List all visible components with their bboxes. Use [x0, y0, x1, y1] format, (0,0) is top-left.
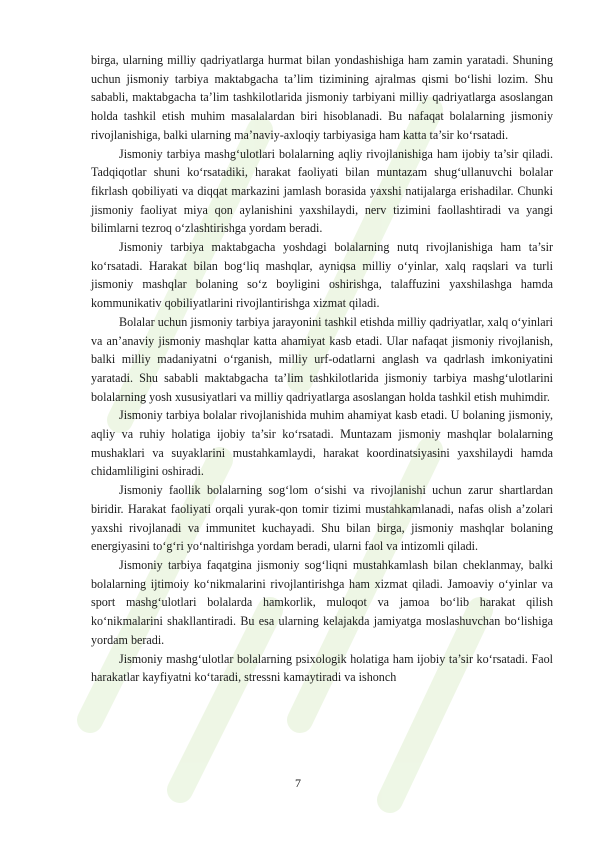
page-number: 7: [295, 776, 301, 790]
body-text: [91, 51, 553, 687]
paragraph: Jismoniy tarbiya mashg‘ulotlari bolalarning aqliy rivojlanishiga ham ijobiy ta’sir qiladi. Tadqiqotlar shuni ko‘rsatadiki, harakat faoliyati bilan muntazam shug‘ullanuvchi bolalar fikrlash qobiliyati va diqqat markazini jamlash borasida yaxshi natijalarga erishadilar. Chunki jismoniy faoliyat miya qon aylanishini yaxshilaydi, nerv tizimini faollashtiradi va yangi bilimlarni tezroq o‘zlashtirishga yordam beradi.: [91, 146, 553, 236]
paragraph: Jismoniy mashg‘ulotlar bolalarning psixologik holatiga ham ijobiy ta’sir ko‘rsatadi. Faol harakatlar kayfiyatni ko‘taradi, stressni kamaytiradi va ishonch: [91, 651, 553, 685]
paragraph: Jismoniy tarbiya bolalar rivojlanishida muhim ahamiyat kasb etadi. U bolaning jismoniy, aqliy va ruhiy holatiga ijobiy ta’sir ko‘rsatadi. Muntazam jismoniy mashqlar bolalarning mushaklari va suyaklarini mustahkamlaydi, harakat koordinatsiyasini yaxshilaydi hamda chidamliligini oshiradi.: [91, 408, 553, 479]
paragraph: Jismoniy tarbiya maktabgacha yoshdagi bolalarning nutq rivojlanishiga ham ta’sir ko‘rsatadi. Harakat bilan bog‘liq mashqlar, ayniqsa milliy o‘yinlar, xalq raqslari va turli jismoniy mashqlar bolaning so‘z boyligini oshirishga, talaffuzini yaxshilashga hamda kommunikativ qobiliyatlarini rivojlantirishga xizmat qiladi.: [91, 240, 553, 311]
paragraph: Jismoniy faollik bolalarning sog‘lom o‘sishi va rivojlanishi uchun zarur shartlardan biridir. Harakat faoliyati orqali yurak-qon tomir tizimi mustahkamlanadi, nafas olish a’zolari yaxshi rivojlanadi va immunitet kuchayadi. Shu bilan birga, jismoniy mashqlar bolaning energiyasini to‘g‘ri yo‘naltirishga yordam beradi, ularni faol va intizomli qiladi.: [91, 483, 553, 554]
paragraph: Jismoniy tarbiya faqatgina jismoniy sog‘liqni mustahkamlash bilan cheklanmay, balki bolalarning ijtimoiy ko‘nikmalarini rivojlantirishga ham xizmat qiladi. Jamoaviy o‘yinlar va sport mashg‘ulotlari bolalarda hamkorlik, muloqot va jamoa bo‘lib harakat qilish ko‘nikmalarini shakllantiradi. Bu esa ularning kelajakda jamiyatga moslashuvchan bo‘lishiga yordam beradi.: [91, 557, 553, 647]
paragraph: Bolalar uchun jismoniy tarbiya jarayonini tashkil etishda milliy qadriyatlar, xalq o‘yinlari va an’anaviy jismoniy mashqlar katta ahamiyat kasb etadi. Ular nafaqat jismoniy rivojlanish, balki milliy madaniyatni o‘rganish, milliy urf-odatlarni anglash va qadrlash imkoniyatini yaratadi. Shu sababli maktabgacha ta’lim tashkilotlarida jismoniy tarbiya mashg‘ulotlarini bolalarning yosh xususiyatlari va milliy qadriyatlarga asoslangan holda tashkil etish muhimdir.: [91, 314, 553, 404]
paragraph: birga, ularning milliy qadriyatlarga hurmat bilan yondashishiga ham zamin yaratadi. Shuning uchun jismoniy tarbiya maktabgacha ta’lim tizimining ajralmas qismi bo‘lishi lozim. Shu sababli, maktabgacha ta’lim tashkilotlarida jismoniy tarbiyani milliy qadriyatlarga asoslangan holda tashkil etish muhim masalalardan biri hisoblanadi. Bu nafaqat bolalarning jismoniy rivojlanishiga, balki ularning ma’naviy-axloqiy tarbiyasiga ham katta ta’sir ko‘rsatadi.: [91, 53, 553, 142]
